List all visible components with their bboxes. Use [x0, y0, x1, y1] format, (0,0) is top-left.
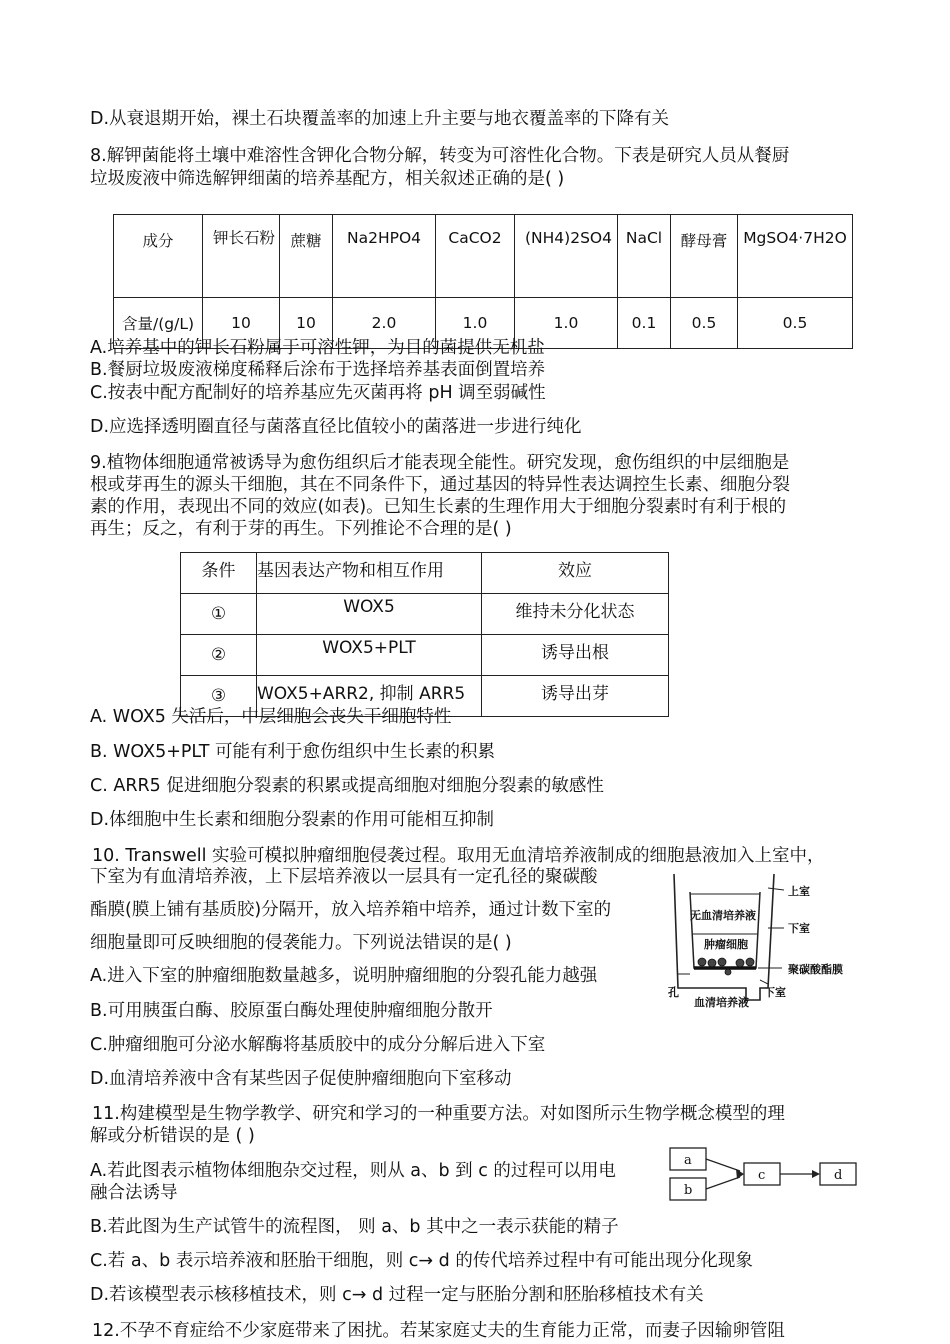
table-cell: 含量/(g/L) — [114, 298, 203, 349]
q10-stem-line4: 细胞量即可反映细胞的侵袭能力。下列说法错误的是( ) — [90, 933, 512, 953]
label-pore: 孔 — [668, 986, 679, 999]
label-a: a — [684, 1153, 692, 1168]
q9-stem-line2: 根或芽再生的源头干细胞，其在不同条件下，通过基因的特异性表达调控生长素、细胞分裂 — [90, 475, 790, 495]
transwell-diagram — [664, 868, 864, 1012]
q11-stem-line2: 解或分析错误的是 ( ) — [90, 1126, 255, 1146]
table-cell: 维持未分化状态 — [482, 594, 669, 635]
q11-stem-line1: 11.构建模型是生物学教学、研究和学习的一种重要方法。对如图所示生物学概念模型的理 — [92, 1104, 785, 1124]
q12-stem-line1: 12.不孕不育症给不少家庭带来了困扰。若某家庭丈夫的生育能力正常，而妻子因输卵管阻 — [92, 1321, 785, 1341]
gene-expression-table — [180, 552, 669, 717]
q11-option-d: D.若该模型表示核移植技术，则 c→ d 过程一定与胚胎分割和胚胎移植技术有关 — [90, 1285, 704, 1305]
table-cell: 诱导出芽 — [482, 676, 669, 717]
q11-option-a-line2: 融合法诱导 — [90, 1183, 178, 1203]
q9-option-b: B. WOX5+PLT 可能有利于愈伤组织中生长素的积累 — [90, 742, 496, 762]
table-cell: ③ — [181, 676, 257, 717]
table-cell: 0.5 — [671, 298, 738, 349]
q11-option-b: B.若此图为生产试管牛的流程图， 则 a、b 其中之一表示获能的精子 — [90, 1217, 619, 1237]
concept-model-diagram — [668, 1146, 864, 1204]
table-cell: Na2HPO4 — [333, 215, 436, 298]
label-b: b — [684, 1183, 693, 1198]
medium-formula-table — [113, 214, 853, 349]
label-upper-chamber: 上室 — [788, 885, 810, 898]
table-cell: 酵母膏 — [671, 215, 738, 298]
lower-chamber-outline — [674, 874, 774, 1000]
label-membrane: 聚碳酸酯膜 — [788, 963, 843, 976]
q8-option-b: B.餐厨垃圾废液梯度稀释后涂布于选择培养基表面倒置培养 — [90, 360, 546, 380]
label-d: d — [834, 1168, 843, 1183]
table-header-cell: 效应 — [482, 553, 669, 594]
table-row — [181, 553, 669, 594]
q8-option-a: A.培养基中的钾长石粉属于可溶性钾，为目的菌提供无机盐 — [90, 338, 545, 358]
table-cell: 1.0 — [515, 298, 618, 349]
q8-stem-line2: 垃圾废液中筛选解钾细菌的培养基配方，相关叙述正确的是( ) — [90, 169, 565, 189]
table-cell: 蔗糖 — [280, 215, 333, 298]
q11-option-c: C.若 a、b 表示培养液和胚胎干细胞，则 c→ d 的传代培养过程中有可能出现分化现象 — [90, 1251, 753, 1271]
table-header-cell: 基因表达产物和相互作用 — [257, 553, 482, 594]
q9-stem-line1: 9.植物体细胞通常被诱导为愈伤组织后才能表现全能性。研究发现，愈伤组织的中层细胞是 — [90, 453, 790, 473]
table-cell: ② — [181, 635, 257, 676]
q8-option-c: C.按表中配方配制好的培养基应先灭菌再将 pH 调至弱碱性 — [90, 383, 546, 403]
table-cell: 0.1 — [618, 298, 671, 349]
table-row — [114, 215, 853, 298]
q9-stem-line3: 素的作用，表现出不同的效应(如表)。已知生长素的生理作用大于细胞分裂素时有利于根的 — [90, 497, 787, 517]
table-cell: 0.5 — [738, 298, 853, 349]
table-cell: 成分 — [114, 215, 203, 298]
table-header-cell: 条件 — [181, 553, 257, 594]
q10-stem-line1: 10. Transwell 实验可模拟肿瘤细胞侵袭过程。取用无血清培养液制成的细胞悬液加入上室中， — [92, 846, 825, 866]
q10-stem-line3: 酯膜(膜上铺有基质胶)分隔开，放入培养箱中培养，通过计数下室的 — [90, 900, 612, 920]
label-upper-medium: 无血清培养液 — [690, 909, 756, 922]
q8-option-d: D.应选择透明圈直径与菌落直径比值较小的菌落进一步进行纯化 — [90, 417, 582, 437]
q9-stem-line4: 再生；反之，有利于芽的再生。下列推论不合理的是( ) — [90, 519, 512, 539]
table-cell: CaCO2 — [436, 215, 515, 298]
q9-option-a: A. WOX5 失活后，中层细胞会丧失干细胞特性 — [90, 707, 452, 727]
table-cell: WOX5 — [257, 594, 482, 635]
q10-option-d: D.血清培养液中含有某些因子促使肿瘤细胞向下室移动 — [90, 1069, 512, 1089]
table-cell: 10 — [203, 298, 280, 349]
q10-option-c: C.肿瘤细胞可分泌水解酶将基质胶中的成分分解后进入下室 — [90, 1035, 546, 1055]
q10-stem-line2: 下室为有血清培养液，上下层培养液以一层具有一定孔径的聚碳酸 — [90, 867, 598, 887]
table-cell: 1.0 — [436, 298, 515, 349]
q9-option-c: C. ARR5 促进细胞分裂素的积累或提高细胞对细胞分裂素的敏感性 — [90, 776, 604, 796]
label-lower-chamber: 下室 — [764, 986, 786, 999]
table-cell: MgSO4·7H2O — [738, 215, 853, 298]
table-cell: WOX5+PLT — [257, 635, 482, 676]
table-row — [181, 594, 669, 635]
q7-option-d: D.从衰退期开始，裸土石块覆盖率的加速上升主要与地衣覆盖率的下降有关 — [90, 109, 670, 129]
label-tumor-cells: 肿瘤细胞 — [704, 938, 748, 951]
table-cell: 2.0 — [333, 298, 436, 349]
label-lower-chamber-right: 下室 — [788, 922, 810, 935]
label-serum-medium: 血清培养液 — [694, 996, 749, 1009]
table-cell: NaCl — [618, 215, 671, 298]
table-cell: ① — [181, 594, 257, 635]
table-cell: 诱导出根 — [482, 635, 669, 676]
q10-option-b: B.可用胰蛋白酶、胶原蛋白酶处理使肿瘤细胞分散开 — [90, 1001, 493, 1021]
q8-stem-line1: 8.解钾菌能将土壤中难溶性含钾化合物分解，转变为可溶性化合物。下表是研究人员从餐厨 — [90, 146, 790, 166]
label-c: c — [758, 1168, 766, 1183]
table-cell: WOX5+ARR2, 抑制 ARR5 — [257, 676, 482, 717]
q9-option-d: D.体细胞中生长素和细胞分裂素的作用可能相互抑制 — [90, 810, 495, 830]
table-cell: (NH4)2SO4 — [515, 215, 618, 298]
upper-chamber-outline — [690, 892, 760, 968]
q10-option-a: A.进入下室的肿瘤细胞数量越多，说明肿瘤细胞的分裂孔能力越强 — [90, 966, 598, 986]
table-row — [181, 635, 669, 676]
table-cell: 10 — [280, 298, 333, 349]
q11-option-a-line1: A.若此图表示植物体细胞杂交过程，则从 a、b 到 c 的过程可以用电 — [90, 1161, 616, 1181]
table-cell: 钾长石粉 — [203, 215, 280, 298]
